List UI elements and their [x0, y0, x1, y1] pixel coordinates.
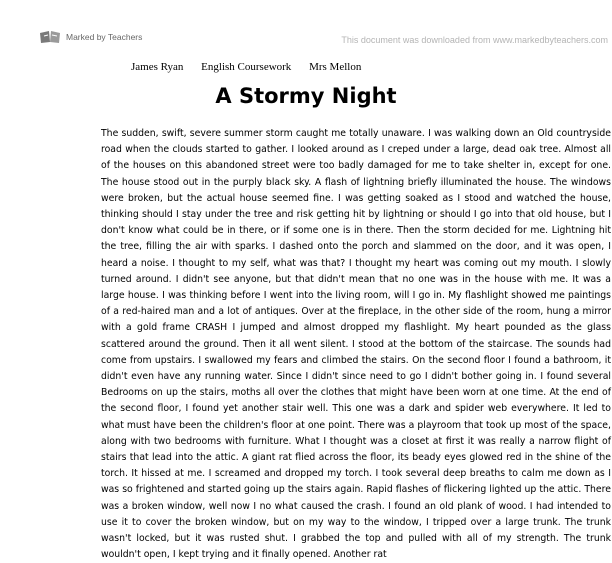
- download-watermark: This document was downloaded from www.markedbyteachers.com: [341, 35, 608, 45]
- essay-body: The sudden, swift, severe summer storm caught me totally unaware. I was walking down an Old countryside road when the clouds started to gather. I looked around as I creped under a large, dead oak tree. Almost all of the houses on this abandoned street were too badly damaged for me to take shelter in, except for one. The house stood out in the purply black sky. A flash of lightning briefly illuminated the house. The windows were broken, but the actual house seemed fine. I was getting soaked as I stood and watched the house, thinking should I stay under the tree and risk getting hit by lightning or should I go into that old house, but I don't know what could be in there, or if some one is in there. Then the storm decided for me. Lightning hit the tree, filling the air with sparks. I dashed onto the porch and slammed on the door, and it was open, I heard a noise. I thought to my self, what was that? I thought my heart was coming out my mouth. I slowly turned around. I didn't see anyone, but that didn't mean that no one was in the house with me. It was a large house. I was thinking before I went into the living room, will I go in. My flashlight showed me paintings of a red-haired man and a lot of antiques. Over at the fireplace, in the other side of the room, hung a mirror with a gold frame CRASH I jumped and almost dropped my flashlight. My heart pounded as the glass scattered around the ground. Then it all went silent. I stood at the bottom of the staircase. The sounds had come from upstairs. I swallowed my fears and climbed the stairs. On the second floor I found a bathroom, it didn't even have any running water. Since I didn't since need to go I didn't bother going in. I found several Bedrooms on up the stairs, moths all over the clothes that might have been worn at one time. At the end of the second floor, I found yet another stair well. This one was a dark and spider web everywhere. It led to what must have been the children's floor at one point. There was a playroom that took up most of the space, along with two bedrooms with furniture. What I thought was a closet at first it was really a narrow flight of stairs that lead into the attic. A giant rat flied across the floor, its beady eyes glowed red in the shine of the torch. It hissed at me. I screamed and dropped my torch. I took several deep breaths to calm me down as I was so frightened and started going up the stairs again. Rapid flashes of flickering lighted up the attic. There was a broken window, well now I no what caused the crash. I found an old plank of wood. I had intended to use it to cover the broken window, but on my way to the window, I tripped over a large trunk. The trunk wasn't locked, but it was rusted shut. I grabbed the top and pulled with all of my strength. The trunk wouldn't open, I kept trying and it finally opened. Another rat: [101, 128, 611, 561]
- teacher-name: Mrs Mellon: [309, 61, 362, 73]
- author-name: James Ryan: [131, 61, 184, 73]
- logo-text: Marked by Teachers: [66, 32, 143, 42]
- page-title: A Stormy Night: [215, 84, 397, 108]
- course-name: English Coursework: [201, 61, 292, 73]
- book-logo-icon: [38, 30, 62, 44]
- site-logo: [38, 30, 142, 44]
- document-header: [131, 61, 376, 73]
